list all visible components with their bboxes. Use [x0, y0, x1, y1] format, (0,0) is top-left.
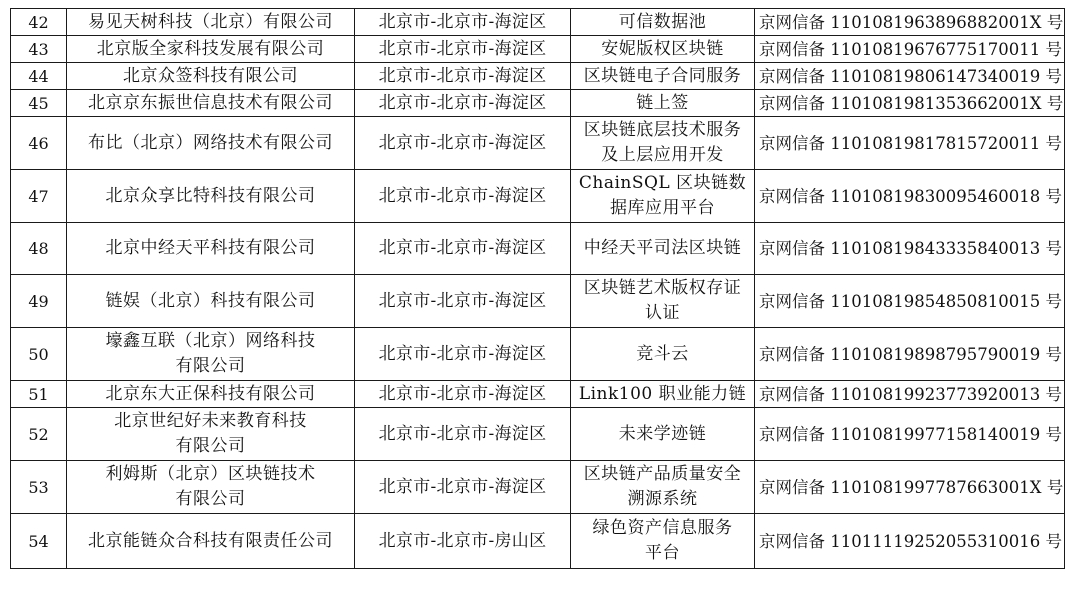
row-number-cell: 49: [11, 275, 67, 328]
service-name-cell-line: 及上层应用开发: [601, 145, 724, 165]
row-number-cell: 44: [11, 63, 67, 90]
company-name-cell-line: 北京世纪好未来教育科技: [114, 411, 307, 431]
location-cell: 北京市-北京市-海淀区: [355, 63, 571, 90]
company-name-cell: [67, 9, 355, 36]
table-body: [11, 9, 1065, 569]
registration-number-cell: 京网信备 11010819830095460018 号: [755, 170, 1065, 223]
location-cell: 北京市-北京市-海淀区: [355, 117, 571, 170]
registration-number-cell: 京网信备 11010819977158140019 号: [755, 408, 1065, 461]
row-number-cell: 51: [11, 381, 67, 408]
service-name-cell: [571, 328, 755, 381]
row-number-cell: 42: [11, 9, 67, 36]
location-cell: 北京市-北京市-海淀区: [355, 328, 571, 381]
company-name-cell-line: 北京众签科技有限公司: [123, 65, 298, 86]
location-cell: 北京市-北京市-房山区: [355, 514, 571, 569]
company-name-cell: [67, 514, 355, 569]
registration-number-cell: 京网信备 11011119252055310016 号: [755, 514, 1065, 569]
registration-number-cell: 京网信备 11010819843335840013 号: [755, 223, 1065, 275]
service-name-cell: [571, 381, 755, 408]
service-name-cell: [571, 170, 755, 223]
table-row: [11, 328, 1065, 381]
registration-number-cell: 京网信备 11010819898795790019 号: [755, 328, 1065, 381]
company-name-cell-line: 有限公司: [175, 356, 246, 376]
service-name-cell-line: 未来学迹链: [618, 423, 707, 444]
company-name-cell-line: 北京版全家科技发展有限公司: [96, 38, 325, 59]
service-name-cell: [571, 461, 755, 514]
company-name-cell-line: 链娱（北京）科技有限公司: [105, 290, 316, 311]
service-name-cell: [571, 9, 755, 36]
company-name-cell: [67, 381, 355, 408]
location-cell: 北京市-北京市-海淀区: [355, 275, 571, 328]
service-name-cell: [571, 36, 755, 63]
blockchain-registry-table: [10, 8, 1065, 569]
service-name-cell-line: 竞斗云: [636, 343, 689, 364]
table-row: [11, 381, 1065, 408]
company-name-cell-line: 北京中经天平科技有限公司: [105, 238, 316, 258]
table-row: [11, 408, 1065, 461]
registration-number-cell: 京网信备 11010819676775170011 号: [755, 36, 1065, 63]
company-name-cell-line: 北京能链众合科技有限责任公司: [88, 530, 333, 551]
row-number-cell: 47: [11, 170, 67, 223]
row-number-cell: 53: [11, 461, 67, 514]
location-cell: 北京市-北京市-海淀区: [355, 461, 571, 514]
location-cell: 北京市-北京市-海淀区: [355, 170, 571, 223]
registration-number-cell: 京网信备 1101081963896882001X 号: [755, 9, 1065, 36]
location-cell: 北京市-北京市-海淀区: [355, 381, 571, 408]
service-name-cell: [571, 408, 755, 461]
company-name-cell-line: 北京众享比特科技有限公司: [105, 185, 316, 206]
service-name-cell-line: Link100 职业能力链: [578, 383, 747, 404]
row-number-cell: 52: [11, 408, 67, 461]
service-name-cell-line: 溯源系统: [627, 489, 698, 509]
service-name-cell-line: 绿色资产信息服务: [592, 518, 733, 538]
service-name-cell-line: 区块链底层技术服务: [583, 120, 742, 140]
service-name-cell-line: 平台: [645, 543, 680, 563]
company-name-cell: [67, 90, 355, 117]
location-cell: 北京市-北京市-海淀区: [355, 9, 571, 36]
location-cell: 北京市-北京市-海淀区: [355, 408, 571, 461]
registration-number-cell: 京网信备 1101081997787663001X 号: [755, 461, 1065, 514]
service-name-cell-line: 区块链产品质量安全: [583, 464, 742, 484]
service-name-cell-line: 可信数据池: [618, 11, 707, 32]
service-name-cell: [571, 514, 755, 569]
row-number-cell: 43: [11, 36, 67, 63]
registration-number-cell: 京网信备 11010819923773920013 号: [755, 381, 1065, 408]
table-row: [11, 223, 1065, 275]
row-number-cell: 48: [11, 223, 67, 275]
registration-number-cell: 京网信备 1101081981353662001X 号: [755, 90, 1065, 117]
company-name-cell: [67, 328, 355, 381]
company-name-cell-line: 有限公司: [175, 436, 246, 456]
company-name-cell: [67, 223, 355, 275]
company-name-cell-line: 北京东大正保科技有限公司: [105, 383, 316, 404]
registration-number-cell: 京网信备 11010819806147340019 号: [755, 63, 1065, 90]
table-row: [11, 117, 1065, 170]
service-name-cell: [571, 223, 755, 275]
company-name-cell: [67, 461, 355, 514]
location-cell: 北京市-北京市-海淀区: [355, 36, 571, 63]
table-row: [11, 90, 1065, 117]
row-number-cell: 45: [11, 90, 67, 117]
table-row: [11, 275, 1065, 328]
company-name-cell: [67, 63, 355, 90]
company-name-cell-line: 有限公司: [175, 489, 246, 509]
service-name-cell-line: 据库应用平台: [610, 198, 715, 218]
company-name-cell-line: 利姆斯（北京）区块链技术: [105, 464, 316, 484]
row-number-cell: 46: [11, 117, 67, 170]
table-row: [11, 514, 1065, 569]
company-name-cell-line: 北京京东振世信息技术有限公司: [88, 92, 333, 113]
location-cell: 北京市-北京市-海淀区: [355, 223, 571, 275]
registration-number-cell: 京网信备 11010819854850810015 号: [755, 275, 1065, 328]
row-number-cell: 54: [11, 514, 67, 569]
company-name-cell: [67, 170, 355, 223]
company-name-cell: [67, 117, 355, 170]
company-name-cell: [67, 275, 355, 328]
service-name-cell: [571, 90, 755, 117]
location-cell: 北京市-北京市-海淀区: [355, 90, 571, 117]
service-name-cell-line: ChainSQL 区块链数: [578, 173, 747, 193]
service-name-cell: [571, 117, 755, 170]
row-number-cell: 50: [11, 328, 67, 381]
company-name-cell-line: 易见天树科技（北京）有限公司: [88, 11, 333, 32]
registration-number-cell: 京网信备 11010819817815720011 号: [755, 117, 1065, 170]
company-name-cell: [67, 408, 355, 461]
company-name-cell-line: 布比（北京）网络技术有限公司: [88, 132, 333, 153]
service-name-cell-line: 中经天平司法区块链: [583, 238, 742, 258]
table-row: [11, 461, 1065, 514]
table-row: [11, 9, 1065, 36]
service-name-cell-line: 区块链艺术版权存证: [583, 278, 742, 298]
table-row: [11, 63, 1065, 90]
service-name-cell: [571, 275, 755, 328]
service-name-cell-line: 认证: [645, 303, 680, 323]
table-row: [11, 170, 1065, 223]
service-name-cell-line: 区块链电子合同服务: [583, 65, 742, 86]
table-row: [11, 36, 1065, 63]
service-name-cell-line: 链上签: [636, 92, 689, 113]
company-name-cell-line: 壕鑫互联（北京）网络科技: [105, 331, 316, 351]
service-name-cell: [571, 63, 755, 90]
service-name-cell-line: 安妮版权区块链: [601, 38, 724, 59]
company-name-cell: [67, 36, 355, 63]
